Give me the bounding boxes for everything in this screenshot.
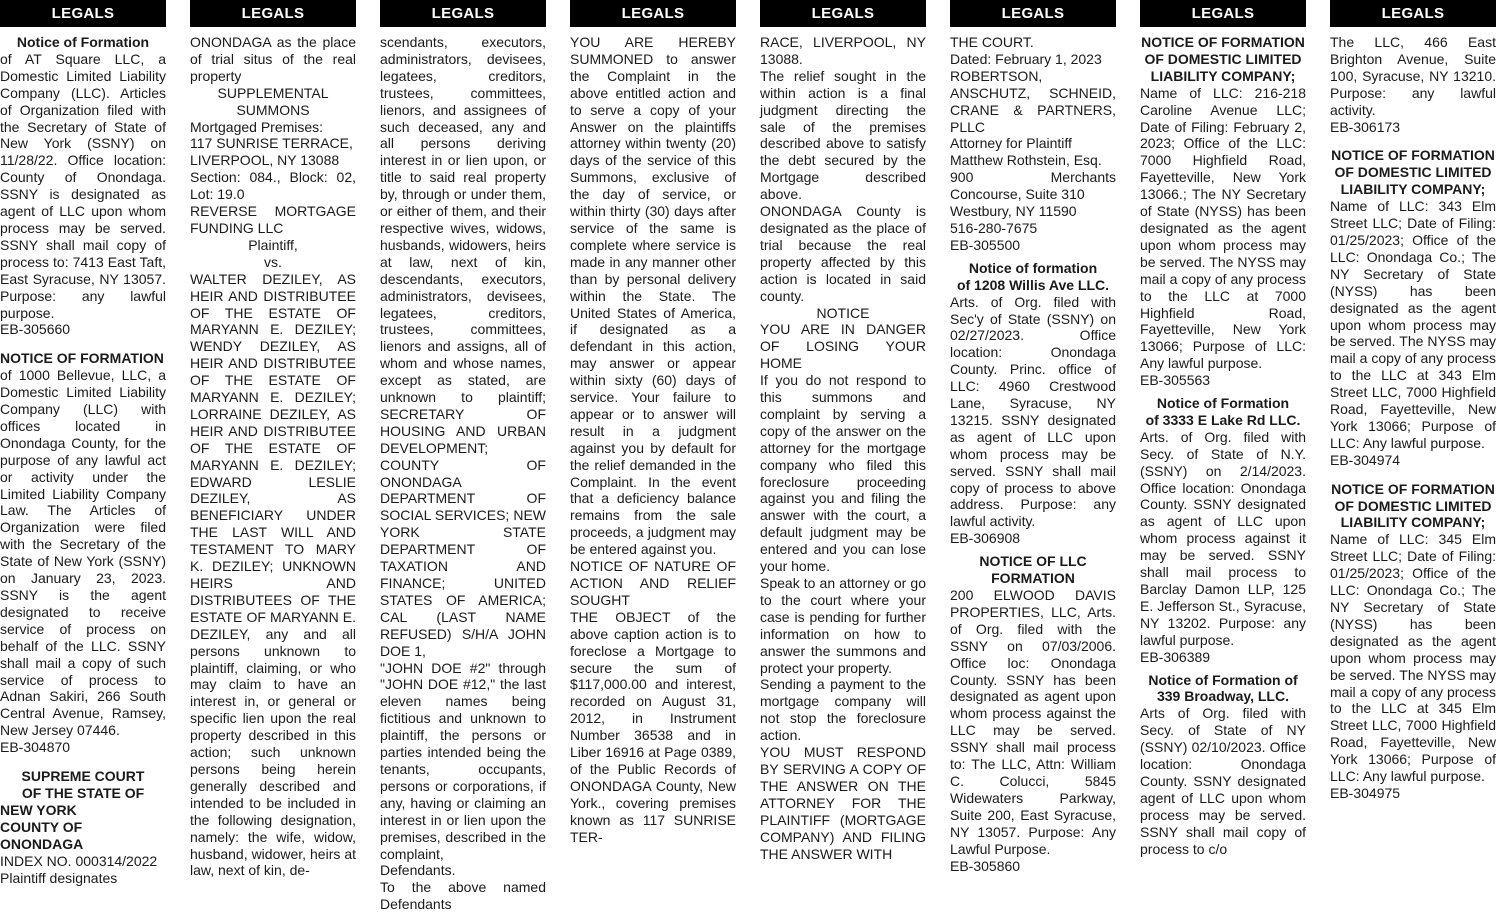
notice-text: Westbury, NY 11590 xyxy=(950,203,1077,220)
column-body xyxy=(950,27,1116,874)
centered-line: Plaintiff, xyxy=(248,236,298,253)
centered-line: SUPPLEMENTAL xyxy=(217,84,329,101)
legals-header-banner: LEGALS xyxy=(380,0,546,27)
notice-heading: NOTICE OF FORMATION xyxy=(1331,147,1495,164)
notice-text: YOU ARE HEREBY SUMMONED to answer the Complaint in the above entitled action and to serve a copy of your Answer on the plaintiffs attorney within twenty (20) days of the service of this Summons, exclusive of the day of service, or within thirty (30) days after service of the same is complete where service is made in any manner other than by personal delivery within the State. The United States of America, if designated as a defendant in this action, may answer or appear within sixty (60) days of service. Your failure to appear or to answer will result in a judgment against you by default for the relief demanded in the Complaint. In the event that a deficiency balance remains from the sale proceeds, a judgment may be entered against you. xyxy=(570,34,736,558)
notice-text: THE OBJECT of the above caption action is to foreclose a Mortgage to secure the sum of $117,000.00 and interest, recorded on August 31, 2012, in Instrument Number 36538 and in Liber 16916 at Page 0389, of the Public Records of ONONDAGA County, New York., covering premises known as 117 SUNRISE TER- xyxy=(570,608,736,845)
notice-text: RACE, LIVERPOOL, NY 13088. xyxy=(760,34,926,67)
notice-text: ONONDAGA as the place of trial situs of the real property xyxy=(190,34,356,84)
legals-column-3 xyxy=(380,0,546,913)
notice-text: EB-306389 xyxy=(1140,648,1211,665)
notice-text: Arts. of Org. filed with Secy. of State of N.Y. (SSNY) on 2/14/2023. Office location: Onondaga County. SSNY designated as agent of LLC upon whom process against it may be served. SSNY shall mail process to Barclay Damon LLP, 125 E. Jefferson St., Syracuse, NY 13202. Purpose: any lawful purpose. xyxy=(1140,428,1306,648)
legals-header-banner: LEGALS xyxy=(190,0,356,27)
notice-text: 200 ELWOOD DAVIS PROPERTIES, LLC, Arts. of Org. filed with the SSNY on 07/03/2006. Office loc: Onondaga County. SSNY has been designated as agent upon whom process against the LLC may be served. SSNY shall mail process to: The LLC, Attn: William C. Colucci, 5845 Widewaters Parkway, Suite 200, East Syracuse, NY 13057. Purpose: Any Lawful Purpose. xyxy=(950,587,1116,857)
legals-column-8 xyxy=(1330,0,1496,901)
notice-text: WALTER DEZILEY, AS HEIR AND DISTRIBUTEE OF THE ESTATE OF MARYANN E. DEZILEY; WENDY DEZILEY, AS HEIR AND DISTRIBUTEE OF THE ESTATE OF MARYANN E. DEZILEY; LORRAINE DEZILEY, AS HEIR AND DISTRIBUTEE OF THE ESTATE OF MARYANN E. DEZILEY; EDWARD LESLIE DEZILEY, AS BENEFICIARY UNDER THE LAST WILL AND TESTAMENT TO MARY K. DEZILEY; UNKNOWN HEIRS AND DISTRIBUTEES OF THE ESTATE OF MARYANN E. DEZILEY, any and all persons unknown to plaintiff, claiming, or who may claim to have an interest in, or general or specific lien upon the real property described in this action; such unknown persons being herein generally described and intended to be included in the following designation, namely: the wife, widow, husband, widower, heirs at law, next of kin, de- xyxy=(190,270,356,879)
notice-text: Arts of Org. filed with Secy. of State of NY (SSNY) 02/10/2023. Office location: Onondaga County. SSNY designated agent of LLC upon whom process may be served. SSNY shall mail copy of process to c/o xyxy=(1140,705,1306,857)
notice-text: YOU MUST RESPOND BY SERVING A COPY OF THE ANSWER ON THE ATTORNEY FOR THE PLAINTIFF (MORTGAGE COMPANY) AND FILING THE ANSWER WITH xyxy=(760,744,926,862)
notice-text: Defendants. xyxy=(380,862,456,879)
notice-heading: of 1208 Willis Ave LLC. xyxy=(956,276,1110,293)
notice-text: EB-306173 xyxy=(1330,118,1401,135)
notice-text: Arts. of Org. filed with Sec'y of State (SSNY) on 02/27/2023. Office location: Onondaga County. Princ. office of LLC: 4960 Crestwood Lane, Syracuse, NY 13215. SSNY designated as agent of LLC upon whom process may be served. SSNY shall mail copy of process to above address. Purpose: any lawful activity. xyxy=(950,293,1116,530)
notice-text: Attorney for Plaintiff xyxy=(950,135,1072,152)
legals-header-banner: LEGALS xyxy=(570,0,736,27)
notice-text: EB-305500 xyxy=(950,236,1021,253)
notice-text: Dated: February 1, 2023 xyxy=(950,50,1102,67)
notice-text: "JOHN DOE #2" through "JOHN DOE #12," the last eleven names being fictitious and unknown to plaintiff, the persons or parties intended being the tenants, occupants, persons or corporations, if any, having or claiming an interest in or lien upon the premises, described in the complaint, xyxy=(380,659,546,862)
notice-text: EB-305860 xyxy=(950,857,1021,874)
notice-text: of AT Square LLC, a Domestic Limited Liability Company (LLC). Articles of Organization filed with the Secretary of State of New York (SSNY) on 11/28/22. Office location: County of Onondaga. SSNY is designated as agent of LLC upon whom process may be served. SSNY shall mail copy of process to: 7413 East Taft, East Syracuse, NY 13057. Purpose: any lawful purpose. xyxy=(0,50,166,321)
notice-heading: LIABILITY COMPANY; xyxy=(1340,181,1486,198)
legals-column-2 xyxy=(190,0,356,901)
centered-line: vs. xyxy=(264,253,282,270)
notice-text: YOU ARE IN DANGER OF LOSING YOUR HOME xyxy=(760,321,926,372)
notice-text: Matthew Rothstein, Esq. xyxy=(950,152,1102,169)
notice-text: Name of LLC: 343 Elm Street LLC; Date of Filing: 01/25/2023; Office of the LLC: Onondaga Co.; The NY Secretary of State (NYSS) has been designated as the agent upon whom process may be served. The NYSS may mail a copy of any process to the LLC at 343 Elm Street LLC, 7000 Highfield Road, Fayetteville, New York 13066; Purpose of LLC: Any lawful purpose. xyxy=(1330,198,1496,451)
notice-text: 516-280-7675 xyxy=(950,219,1038,236)
notice-text: EB-304975 xyxy=(1330,784,1401,801)
notice-text: The LLC, 466 East Brighton Avenue, Suite 100, Syracuse, NY 13210. Purpose: any lawful activity. xyxy=(1330,34,1496,118)
notice-text: NOTICE OF NATURE OF ACTION AND RELIEF SOUGHT xyxy=(570,558,736,608)
legals-column-7 xyxy=(1140,0,1306,901)
notice-text: Name of LLC: 345 Elm Street LLC; Date of Filing: 01/25/2023; Office of the LLC: Onondaga Co.; The NY Secretary of State (NYSS) has been designated as the agent upon whom process may be served. The NYSS may mail a copy of any process to the LLC at 345 Elm Street LLC, 7000 Highfield Road, Fayetteville, New York 13066; Purpose of LLC: Any lawful purpose. xyxy=(1330,531,1496,785)
legals-column-1 xyxy=(0,0,166,901)
notice-text: The relief sought in the within action is a final judgment directing the sale of the premises described above to satisfy the debt secured by the Mortgage described above. xyxy=(760,67,926,203)
notice-text: REVERSE MORTGAGE FUNDING LLC xyxy=(190,203,356,236)
notice-text: THE COURT. xyxy=(950,34,1034,50)
notice-text: EB-306908 xyxy=(950,530,1021,547)
notice-text: Sending a payment to the mortgage company will not stop the foreclosure action. xyxy=(760,676,926,744)
notice-text: of 1000 Bellevue, LLC, a Domestic Limited Liability Company (LLC) with offices located in Onondaga County, for the purpose of any lawful act or activity under the Limited Liability Company Law. The Articles of Organization were filed with the Secretary of the State of New York (SSNY) on January 23, 2023. SSNY is the agent designated to receive service of process on behalf of the LLC. SSNY shall mail a copy of such service of process to Adnan Sakiri, 266 South Central Avenue, Ramsey, New Jersey 07446. xyxy=(0,367,166,739)
centered-line: NOTICE xyxy=(816,304,870,321)
notice-text: EB-304870 xyxy=(0,739,71,756)
notice-text: INDEX NO. 000314/2022 xyxy=(0,852,158,869)
notice-heading: Notice of Formation of xyxy=(1148,671,1298,688)
notice-text: Mortgaged Premises: xyxy=(190,118,324,135)
notice-heading: NEW YORK xyxy=(0,801,77,818)
notice-text: EB-305660 xyxy=(0,321,71,338)
notice-heading: OF DOMESTIC LIMITED xyxy=(1334,164,1492,181)
column-body xyxy=(380,27,546,913)
notice-heading: Notice of formation xyxy=(968,259,1098,276)
legals-header-banner: LEGALS xyxy=(0,0,166,27)
notice-heading: 339 Broadway, LLC. xyxy=(1156,688,1289,705)
notice-heading: OF THE STATE OF xyxy=(21,784,145,801)
legals-header-banner: LEGALS xyxy=(950,0,1116,27)
column-body xyxy=(1140,27,1306,858)
notice-heading: of 3333 E Lake Rd LLC. xyxy=(1145,411,1301,428)
column-body xyxy=(570,27,736,846)
notice-text: EB-305563 xyxy=(1140,372,1211,389)
notice-text: Speak to an attorney or go to the court where your case is pending for further information on how to answer the summons and protect your property. xyxy=(760,575,926,676)
notice-heading: NOTICE OF FORMATION xyxy=(1141,34,1305,50)
column-body xyxy=(760,27,926,862)
legals-header-banner: LEGALS xyxy=(1140,0,1306,27)
notice-heading: OF DOMESTIC LIMITED xyxy=(1334,497,1492,514)
notice-heading: LIABILITY COMPANY; xyxy=(1340,514,1486,531)
notice-text: Name of LLC: 216-218 Caroline Avenue LLC; Date of Filing: February 2, 2023; Office of the LLC: 7000 Highfield Road, Fayetteville, New York 13066.; The NY Secretary of State (NYSS) has been designated as the agent upon whom process may be served. The NYSS may mail a copy of any process to the LLC at 7000 Highfield Road, Fayetteville, New York 13066; Purpose of LLC: Any lawful purpose. xyxy=(1140,84,1306,372)
notice-heading: Notice of Formation xyxy=(1156,395,1290,412)
legals-column-4 xyxy=(570,0,736,901)
notice-heading: Notice of Formation xyxy=(16,34,150,50)
notice-text: Plaintiff designates xyxy=(0,869,118,886)
notice-heading: LIABILITY COMPANY; xyxy=(1150,67,1296,84)
notice-heading: SUPREME COURT xyxy=(21,768,145,785)
column-body xyxy=(190,27,356,879)
notice-heading: NOTICE OF FORMATION xyxy=(0,350,164,367)
legals-column-6 xyxy=(950,0,1116,901)
notice-text: LIVERPOOL, NY 13088 xyxy=(190,152,340,169)
notice-text: EB-304974 xyxy=(1330,451,1401,468)
notice-heading: OF DOMESTIC LIMITED xyxy=(1144,50,1302,67)
column-body xyxy=(0,27,166,886)
notice-text: If you do not respond to this summons and complaint by serving a copy of the answer on the attorney for the mortgage company who filed this foreclosure proceeding against you and filing the answer with the court, a default judgment may be entered and you can lose your home. xyxy=(760,372,926,575)
legals-column-5 xyxy=(760,0,926,901)
notice-heading: FORMATION xyxy=(991,570,1075,587)
notice-text: Section: 084., Block: 02, Lot: 19.0 xyxy=(190,169,356,203)
notice-heading: NOTICE OF LLC xyxy=(979,553,1087,570)
legals-header-banner: LEGALS xyxy=(760,0,926,27)
centered-line: SUMMONS xyxy=(236,101,310,118)
notice-text: 117 SUNRISE TERRACE, xyxy=(190,135,353,152)
notice-text: scendants, executors, administrators, devisees, legatees, creditors, trustees, committees, lienors, and assignees of such deceased, any and all persons deriving interest in or lien upon, or title to said real property by, through or under them, or either of them, and their respective wives, widows, husbands, widowers, heirs at law, next of kin, descendants, executors, administrators, devisees, legatees, creditors, trustees, committees, lienors and assigns, all of whom and whose names, except as stated, are unknown to plaintiff; SECRETARY OF HOUSING AND URBAN DEVELOPMENT; COUNTY OF ONONDAGA DEPARTMENT OF SOCIAL SERVICES; NEW YORK STATE DEPARTMENT OF TAXATION AND FINANCE; UNITED STATES OF AMERICA; CAL (LAST NAME REFUSED) S/H/A JOHN DOE 1, xyxy=(380,34,546,659)
notice-text: 900 Merchants Concourse, Suite 310 xyxy=(950,169,1116,203)
notice-text: ONONDAGA County is designated as the place of trial because the real property affected by this action is located in said county. xyxy=(760,203,926,304)
column-body xyxy=(1330,27,1496,802)
notice-text: ROBERTSON, ANSCHUTZ, SCHNEID, CRANE & PARTNERS, PLLC xyxy=(950,67,1116,135)
notice-text: To the above named Defendants xyxy=(380,879,546,913)
notice-heading: COUNTY OF ONONDAGA xyxy=(0,818,84,852)
legals-header-banner: LEGALS xyxy=(1330,0,1496,27)
notice-heading: NOTICE OF FORMATION xyxy=(1331,480,1495,497)
